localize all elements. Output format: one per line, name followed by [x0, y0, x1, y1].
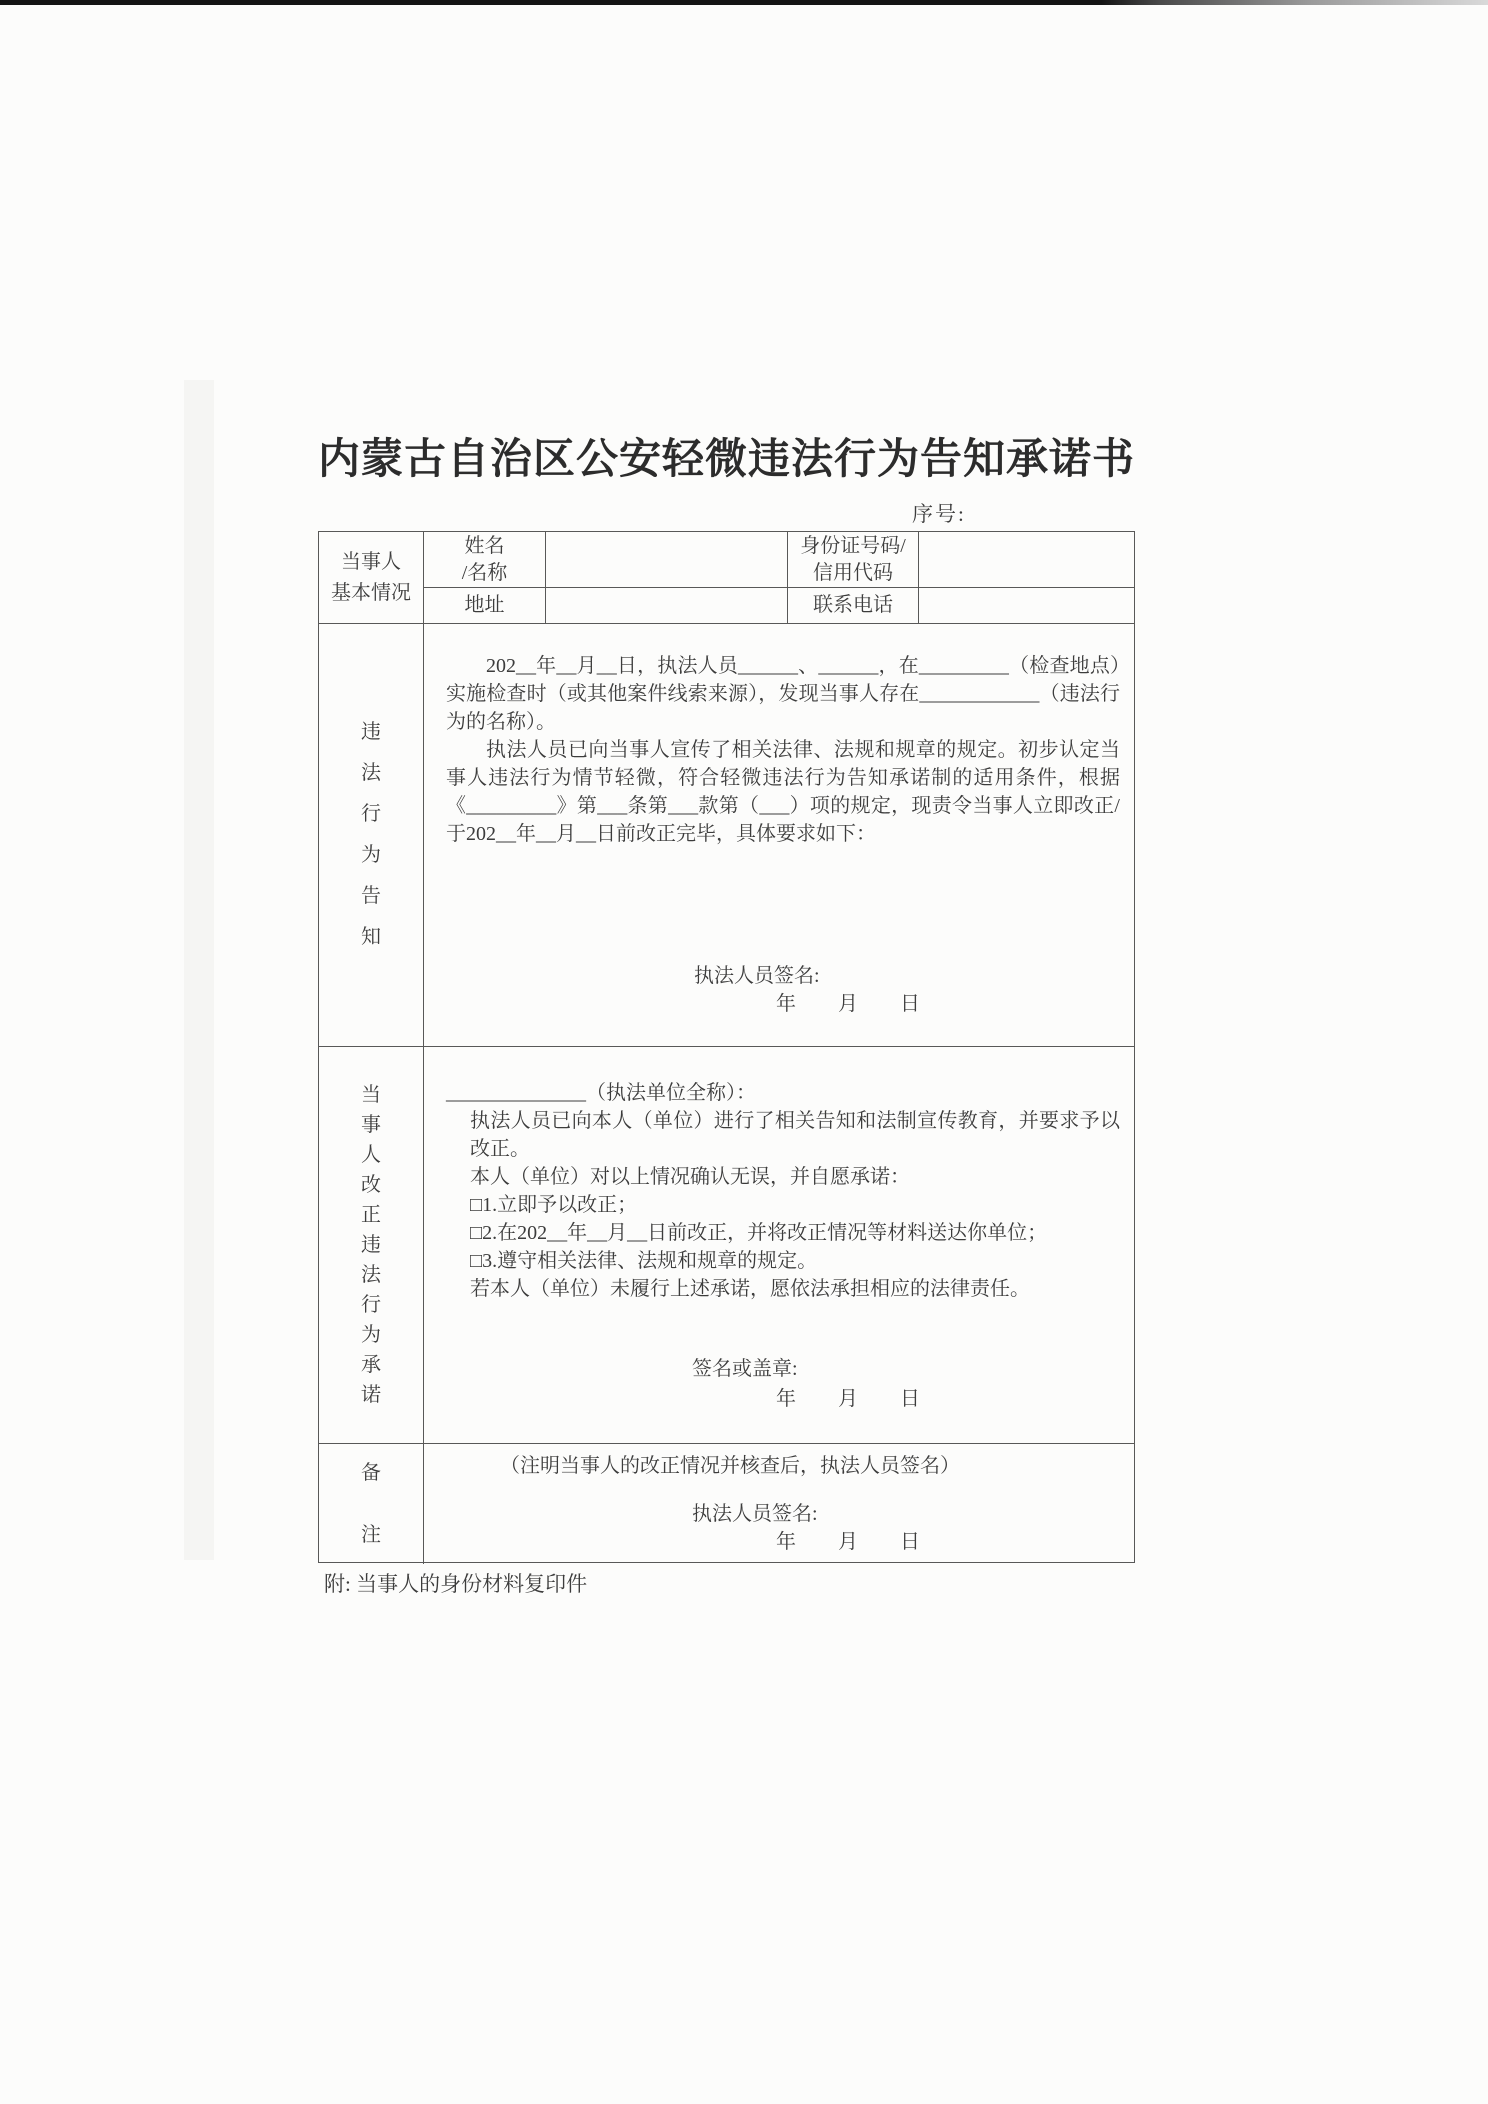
id-value-cell [919, 532, 1134, 587]
commitment-line1: 执法人员已向本人（单位）进行了相关告知和法制宣传教育，并要求予以改正。 [470, 1110, 1120, 1160]
date-month-label: 月 [838, 1388, 858, 1410]
scan-artifact-top-bar [0, 0, 1488, 5]
date-day-label: 日 [900, 1388, 920, 1410]
section-basic-info [319, 532, 1134, 624]
commitment-line2: 本人（单位）对以上情况确认无误，并自愿承诺： [470, 1166, 910, 1188]
name-label-line1: 姓名 [464, 534, 505, 557]
date-line [776, 990, 920, 1018]
commitment-content [424, 1047, 1134, 1443]
section-label-remarks: 备注 [319, 1444, 424, 1564]
id-field-label [788, 532, 919, 587]
date-day-label: 日 [900, 993, 920, 1015]
commitment-checkbox-item3: □3.遵守相关法律、法规和规章的规定。 [470, 1250, 818, 1272]
commitment-line3: 若本人（单位）未履行上述承诺，愿依法承担相应的法律责任。 [470, 1278, 1030, 1300]
date-line [776, 1385, 920, 1413]
basic-info-row-address [424, 588, 1134, 623]
page-title: 内蒙古自治区公安轻微违法行为告知承诺书 [318, 437, 1136, 483]
enforcer-signature-label: 执法人员签名: [694, 965, 820, 987]
section-label-basic-info [319, 532, 424, 623]
scan-artifact-streak [184, 380, 214, 1560]
commitment-checkbox-item2: □2.在202__年__月__日前改正，并将改正情况等材料送达你单位； [470, 1222, 1048, 1244]
date-year-label: 年 [776, 993, 796, 1015]
section-commitment [319, 1047, 1134, 1444]
form-table [318, 531, 1135, 1563]
violation-notice-paragraph1: 202__年__月__日，执法人员______、______，在_________（检查地点）实施检查时（或其他案件线索来源），发现当事人存在____________（违法行为的名称）。 [446, 655, 1120, 733]
id-label-line2: 信用代码 [813, 561, 893, 584]
violation-notice-paragraph2: 执法人员已向当事人宣传了相关法律、法规和规章的规定。初步认定当事人违法行为情节轻微，符合轻微违法行为告知承诺制的适用条件，根据《_________》第___条第___款第（___）项的规定，现责令当事人立即改正/于202__年__月__日前改正完毕，具体要求如下： [446, 739, 1120, 845]
address-value-cell [546, 588, 788, 623]
section-violation-notice [319, 624, 1134, 1047]
violation-notice-content [424, 624, 1134, 1046]
date-year-label: 年 [776, 1531, 796, 1553]
id-label-line1: 身份证号码/ [800, 534, 906, 557]
name-field-label [424, 532, 546, 587]
basic-info-grid [424, 532, 1134, 623]
party-signature-label: 签名或盖章: [692, 1358, 798, 1380]
section-label-line1: 当事人 [341, 550, 401, 573]
enforcement-unit-line: ______________（执法单位全称）： [446, 1082, 756, 1104]
attachment-note: 附: 当事人的身份材料复印件 [324, 1572, 588, 1596]
name-value-cell [546, 532, 788, 587]
remarks-content [424, 1444, 1134, 1564]
address-field-label: 地址 [424, 588, 546, 623]
date-month-label: 月 [838, 993, 858, 1015]
section-label-line2: 基本情况 [331, 581, 411, 604]
name-label-line2: /名称 [461, 561, 508, 584]
enforcer-signature-label: 执法人员签名: [692, 1503, 818, 1525]
basic-info-row-name [424, 532, 1134, 588]
section-label-violation-notice: 违法行为告知 [319, 624, 424, 1046]
date-month-label: 月 [838, 1531, 858, 1553]
date-day-label: 日 [900, 1531, 920, 1553]
remarks-note: （注明当事人的改正情况并核查后，执法人员签名） [500, 1455, 960, 1477]
section-remarks [319, 1444, 1134, 1564]
commitment-checkbox-item1: □1.立即予以改正； [470, 1194, 638, 1216]
phone-value-cell [919, 588, 1134, 623]
serial-number-label: 序号: [912, 502, 966, 526]
date-line [776, 1528, 920, 1556]
date-year-label: 年 [776, 1388, 796, 1410]
phone-field-label: 联系电话 [788, 588, 919, 623]
section-label-commitment: 当事人改正违法行为承诺 [319, 1047, 424, 1443]
